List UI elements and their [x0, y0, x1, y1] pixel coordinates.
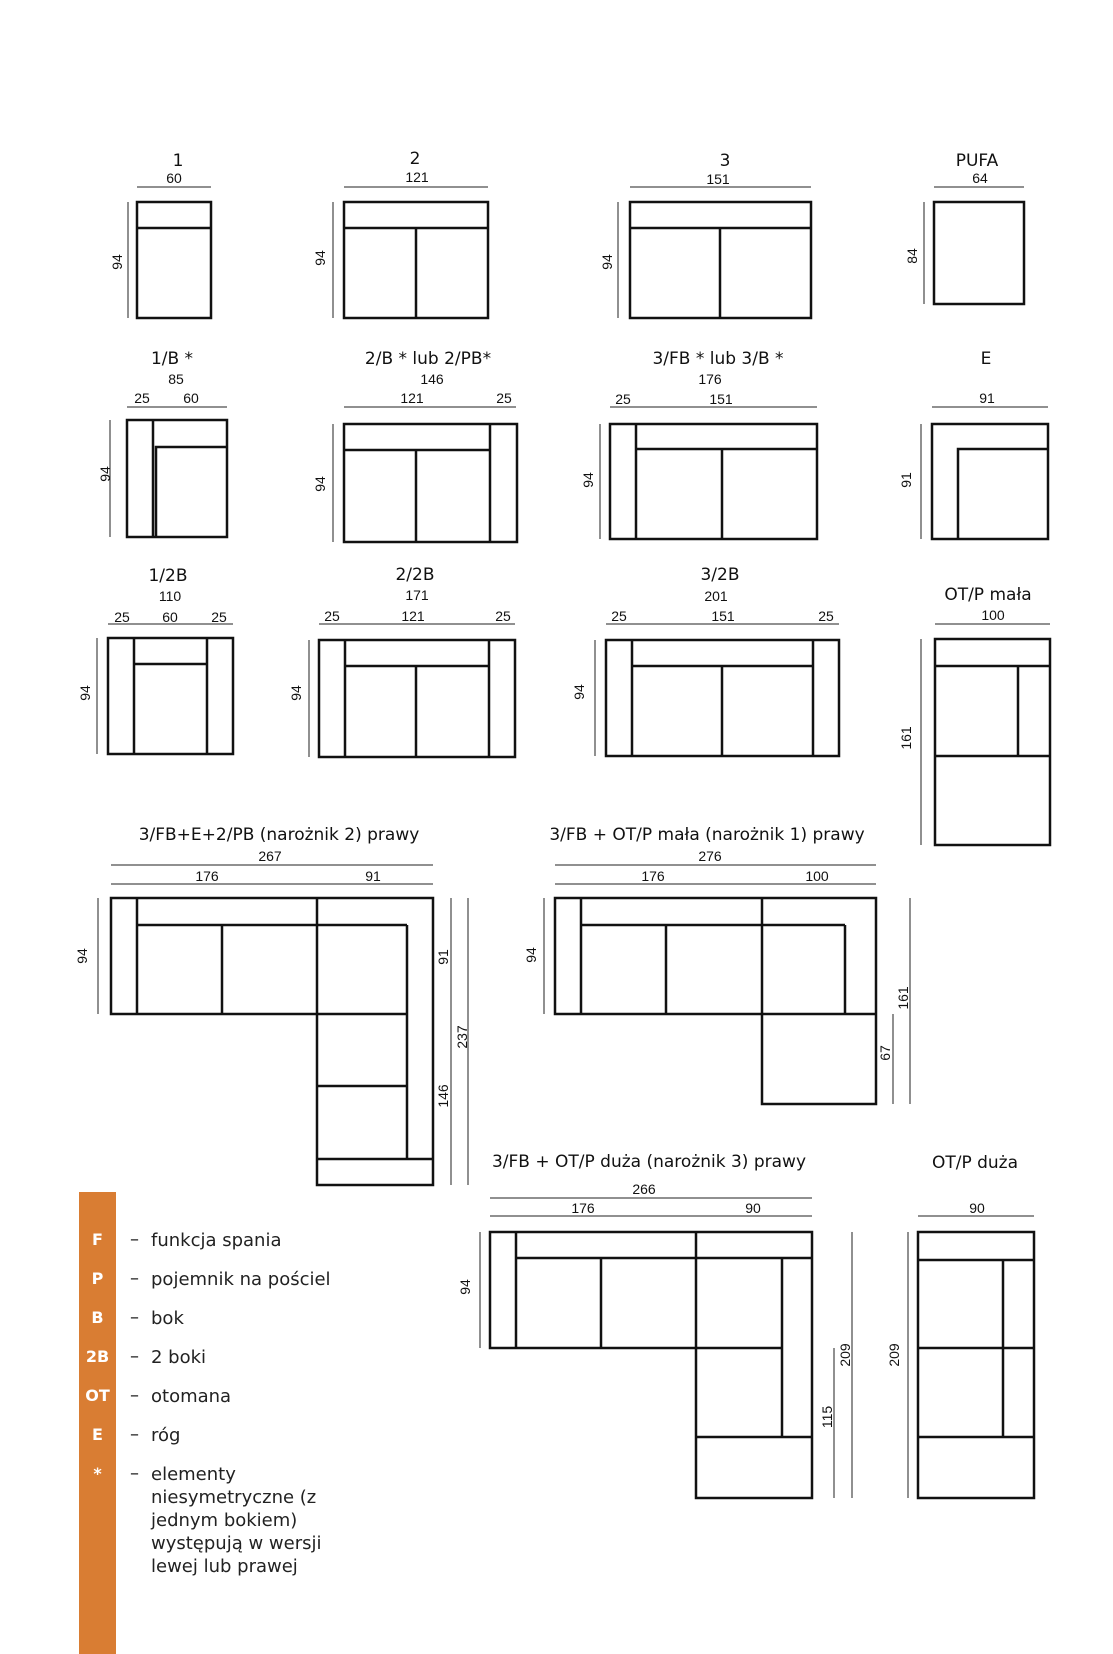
module-3: [599, 151, 811, 318]
legend-text-2b: 2 boki: [151, 1347, 207, 1368]
legend-key-2b: 2B: [85, 1347, 110, 1366]
module-12b-part-3: 25: [211, 609, 227, 625]
corner-sofa-2-title: 3/FB+E+2/PB (narożnik 2) prawy: [138, 825, 420, 845]
module-22b: [288, 565, 515, 757]
module-3fb-width: 176: [698, 371, 722, 387]
corner-sofa-1: [523, 825, 911, 1104]
module-pufa: [904, 151, 1024, 304]
corner-sofa-1-side-1: 67: [877, 1045, 893, 1061]
module-12b-part-2: 60: [162, 609, 178, 625]
corner-sofa-2-part-2: 91: [365, 868, 381, 884]
corner-sofa-3: [457, 1152, 853, 1498]
module-2b-depth: 94: [312, 476, 328, 492]
module-1-width: 60: [166, 170, 182, 186]
module-1b-depth: 94: [97, 466, 113, 482]
module-3-width: 151: [706, 171, 730, 187]
module-3fb-part-2: 151: [709, 391, 733, 407]
module-2-depth: 94: [312, 250, 328, 266]
module-12b-depth: 94: [77, 685, 93, 701]
corner-sofa-2-part-1: 176: [195, 868, 219, 884]
module-3fb-depth: 94: [580, 472, 596, 488]
module-otp-duza: [886, 1153, 1034, 1498]
legend-text-b: bok: [151, 1308, 184, 1329]
corner-sofa-1-part-1: 176: [641, 868, 665, 884]
legend-text-ot: otomana: [151, 1386, 232, 1407]
module-e: [898, 349, 1048, 539]
corner-sofa-3-side-1: 115: [819, 1405, 835, 1429]
module-3fb-part-1: 25: [615, 391, 631, 407]
module-otp-mala-title: OT/P mała: [944, 585, 1032, 605]
module-32b-width: 201: [704, 588, 728, 604]
module-e-width: 91: [979, 390, 995, 406]
legend-key-e: E: [92, 1425, 103, 1444]
module-12b-title: 1/2B: [148, 566, 188, 586]
corner-sofa-3-width: 266: [632, 1181, 656, 1197]
module-2b: [312, 349, 517, 542]
module-22b-title: 2/2B: [395, 565, 435, 585]
module-2-width: 121: [405, 169, 429, 185]
corner-sofa-3-depth: 94: [457, 1279, 473, 1295]
module-22b-part-3: 25: [495, 608, 511, 624]
corner-sofa-2-depth: 94: [74, 948, 90, 964]
module-e-depth: 91: [898, 472, 914, 488]
legend-key-f: F: [92, 1230, 103, 1249]
corner-sofa-1-part-2: 100: [805, 868, 829, 884]
corner-sofa-1-side-2: 161: [895, 986, 911, 1010]
module-1-title: 1: [172, 151, 184, 171]
module-32b-part-3: 25: [818, 608, 834, 624]
module-1b-part-2: 60: [183, 390, 199, 406]
module-1b-part-1: 25: [134, 390, 150, 406]
module-otp-duza-title: OT/P duża: [931, 1153, 1019, 1173]
module-32b-part-1: 25: [611, 608, 627, 624]
module-otp-duza-width: 90: [969, 1200, 985, 1216]
legend-text-asterisk: elementy niesymetryczne (z jednym bokiem) występują w wersji lewej lub prawej: [151, 1464, 322, 1577]
legend-key-b: B: [91, 1308, 104, 1327]
corner-sofa-3-part-2: 90: [745, 1200, 761, 1216]
module-12b-part-1: 25: [114, 609, 130, 625]
module-3fb: [580, 349, 817, 539]
corner-sofa-3-part-1: 176: [571, 1200, 595, 1216]
legend-dash: –: [130, 1424, 139, 1445]
legend-dash: –: [130, 1229, 139, 1250]
module-2b-title: 2/B * lub 2/PB*: [364, 349, 492, 369]
module-3-title: 3: [719, 151, 731, 171]
legend-dash: –: [130, 1307, 139, 1328]
legend-color-bar: [79, 1192, 116, 1654]
module-1b-title: 1/B *: [150, 349, 194, 369]
module-2b-part-2: 25: [496, 390, 512, 406]
module-12b-width: 110: [158, 588, 182, 604]
corner-sofa-2: [74, 825, 470, 1185]
module-otp-duza-depth: 209: [886, 1343, 902, 1367]
corner-sofa-3-side-2: 209: [837, 1343, 853, 1367]
legend-text-f: funkcja spania: [151, 1230, 282, 1251]
legend-dash: –: [130, 1268, 139, 1289]
module-pufa-width: 64: [972, 170, 988, 186]
module-1: [109, 151, 211, 318]
corner-sofa-1-width: 276: [698, 848, 722, 864]
module-pufa-title: PUFA: [955, 151, 999, 171]
corner-sofa-2-side-1: 91: [435, 949, 451, 965]
legend-dash: –: [130, 1463, 139, 1484]
module-2b-width: 146: [420, 371, 444, 387]
corner-sofa-3-title: 3/FB + OT/P duża (narożnik 3) prawy: [491, 1152, 807, 1172]
module-1b: [97, 349, 227, 537]
legend-text-p: pojemnik na pościel: [151, 1269, 331, 1290]
module-otp-mala-depth: 161: [898, 726, 914, 750]
module-32b-title: 3/2B: [700, 565, 740, 585]
module-3-depth: 94: [599, 254, 615, 270]
module-22b-part-2: 121: [401, 608, 425, 624]
module-1-depth: 94: [109, 254, 125, 270]
corner-sofa-2-side-3: 237: [454, 1025, 470, 1049]
module-32b-depth: 94: [571, 684, 587, 700]
legend-key-asterisk: *: [93, 1464, 102, 1483]
module-e-title: E: [980, 349, 992, 369]
module-32b: [571, 565, 839, 756]
module-32b-part-2: 151: [711, 608, 735, 624]
module-2: [312, 149, 488, 318]
legend-key-p: P: [91, 1269, 104, 1288]
corner-sofa-2-width: 267: [258, 848, 282, 864]
legend-dash: –: [130, 1385, 139, 1406]
module-12b: [77, 566, 233, 754]
corner-sofa-2-side-2: 146: [435, 1084, 451, 1108]
legend-dash: –: [130, 1346, 139, 1367]
module-1b-width: 85: [168, 371, 184, 387]
module-22b-depth: 94: [288, 685, 304, 701]
module-pufa-depth: 84: [904, 248, 920, 264]
module-otp-mala-width: 100: [981, 607, 1005, 623]
module-otp-mala: [898, 585, 1050, 845]
module-3fb-title: 3/FB * lub 3/B *: [652, 349, 784, 369]
module-2b-part-1: 121: [400, 390, 424, 406]
legend-key-ot: OT: [85, 1386, 110, 1405]
module-22b-part-1: 25: [324, 608, 340, 624]
module-22b-width: 171: [405, 587, 429, 603]
corner-sofa-1-title: 3/FB + OT/P mała (narożnik 1) prawy: [549, 825, 865, 845]
corner-sofa-1-depth: 94: [523, 947, 539, 963]
legend-text-e: róg: [151, 1425, 181, 1446]
module-2-title: 2: [409, 149, 421, 169]
